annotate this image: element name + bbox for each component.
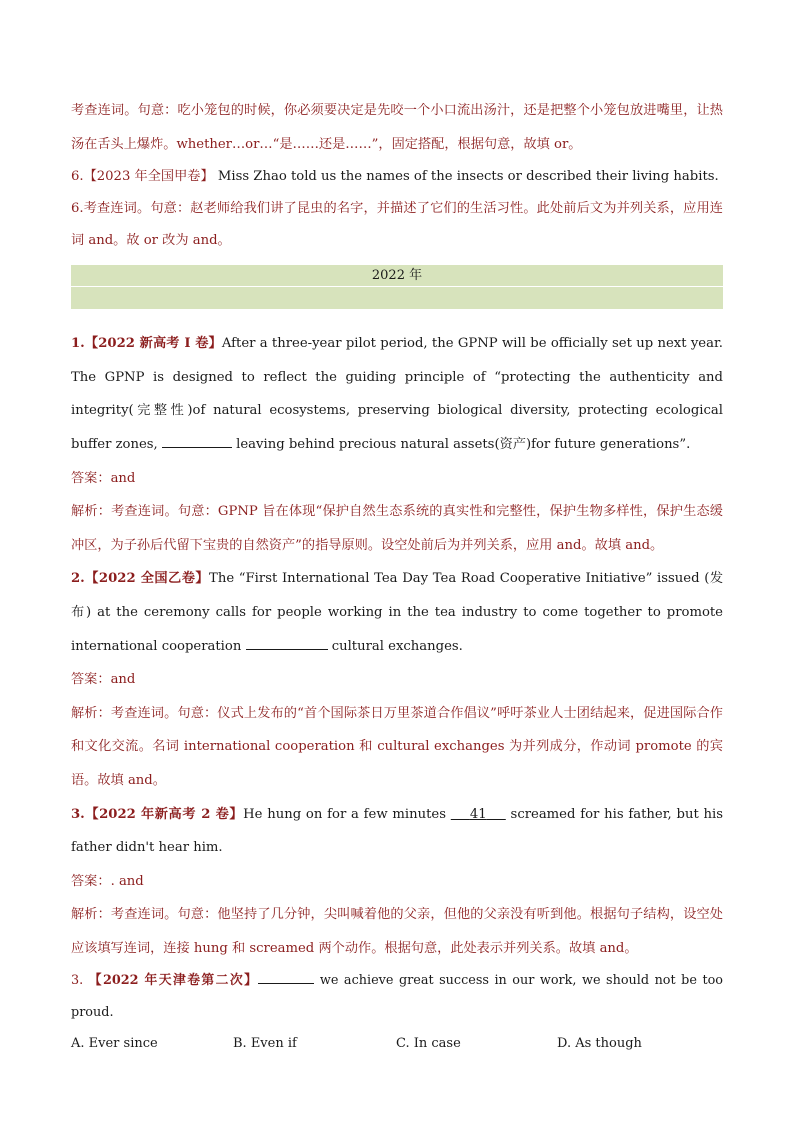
section-title: 2022 年 (371, 268, 423, 284)
question-6 (71, 161, 723, 193)
question-1-analysis: 解析：考查连词。句意：GPNP 旨在体现“保护自然生态系统的真实性和完整性，保护生物多样性，保护生态缓冲区，为子孙后代留下宝贵的自然资产”的指导原则。设空处前后为并列关系，应用 and。故填 and。 (71, 504, 723, 553)
answer-blank (258, 969, 314, 984)
question-1 (71, 327, 723, 461)
answer-value: . and (110, 873, 144, 889)
question-text: Miss Zhao told us the names of the insects or described their living habits. (213, 169, 719, 185)
answer-blank-number: 41 (469, 806, 487, 822)
section-divider (71, 286, 723, 287)
question-number: 3. (71, 973, 84, 989)
choice-b: B. Even if (233, 1036, 297, 1052)
question-number: 2. (71, 571, 85, 587)
question-text-a: The “First International Tea Day Tea Road Cooperative Initiative” issued (发布) at the ceremony calls for people working in the tea industry to come together to promote international cooperation (71, 571, 724, 654)
section-header (71, 265, 723, 309)
answer-label: 答案： (71, 873, 111, 889)
answer-blank (246, 635, 328, 650)
prev-analysis: 考查连词。句意：吃小笼包的时候，你必须要决定是先咬一个小口流出汤汁，还是把整个小笼包放进嘴里，让热汤在舌头上爆炸。whether…or…“是……还是……”，固定搭配，根据句意，故填 or。 (71, 103, 723, 152)
document-page (71, 94, 723, 1059)
question-2-answer (71, 663, 723, 697)
answer-label: 答案： (71, 672, 111, 688)
question-text-b: leaving behind precious natural assets(资产)for future generations”. (231, 436, 691, 452)
question-text-b: screamed for his father, but his father didn't hear him. (71, 806, 724, 856)
question-source: 【2022 年天津卷第二次】 (88, 973, 259, 989)
question-6-analysis: 6.考查连词。句意：赵老师给我们讲了昆虫的名字，并描述了它们的生活习性。此处前后文为并列关系，应用连词 and。故 or 改为 and。 (71, 201, 723, 249)
answer-label: 答案： (71, 470, 111, 486)
question-source: 【2022 年新高考 2 卷】 (84, 806, 244, 822)
choice-d: D. As though (557, 1036, 642, 1052)
question-text-a: After a three-year pilot period, the GPNP will be officially set up next year. The GPNP is designed to reflect the guiding principle of “protecting the authenticity and integrity(完整性)of natural ecosystems, preserving biological diversity, protecting ecological buffer zones, (71, 336, 723, 452)
question-text: we achieve great success in our work, we should not be too proud. (71, 973, 723, 1021)
answer-value: and (110, 672, 136, 688)
question-3b (71, 965, 723, 1029)
question-number: 1. (71, 336, 85, 352)
question-text-a: He hung on for a few minutes (243, 806, 451, 822)
question-1-answer (71, 462, 723, 496)
question-2 (71, 562, 723, 663)
question-number: 6. (71, 169, 84, 185)
choice-c: C. In case (396, 1036, 461, 1052)
question-number: 3. (71, 806, 85, 822)
question-text-b: cultural exchanges. (327, 638, 463, 654)
answer-value: and (110, 470, 136, 486)
choice-list (71, 1029, 723, 1059)
choice-a: A. Ever since (71, 1036, 158, 1052)
question-3-analysis: 解析：考查连词。句意：他坚持了几分钟，尖叫喊着他的父亲，但他的父亲没有听到他。根据句子结构，设空处应该填写连词，连接 hung 和 screamed 两个动作。根据句意，此处表示并列关系。故填 and。 (71, 907, 723, 956)
question-3 (71, 798, 723, 865)
question-source: 【2022 全国乙卷】 (84, 571, 210, 587)
question-source: 【2023 年全国甲卷】 (83, 169, 214, 185)
question-source: 【2022 新高考 I 卷】 (84, 336, 222, 352)
question-2-analysis: 解析：考查连词。句意：仪式上发布的“首个国际茶日万里茶道合作倡议”呼吁茶业人士团结起来，促进国际合作和文化交流。名词 international cooperation 和 cultural exchanges 为并列成分，作动词 promote 的宾语。故填 and。 (71, 705, 723, 788)
question-3-answer (71, 865, 723, 899)
answer-blank (162, 433, 232, 448)
